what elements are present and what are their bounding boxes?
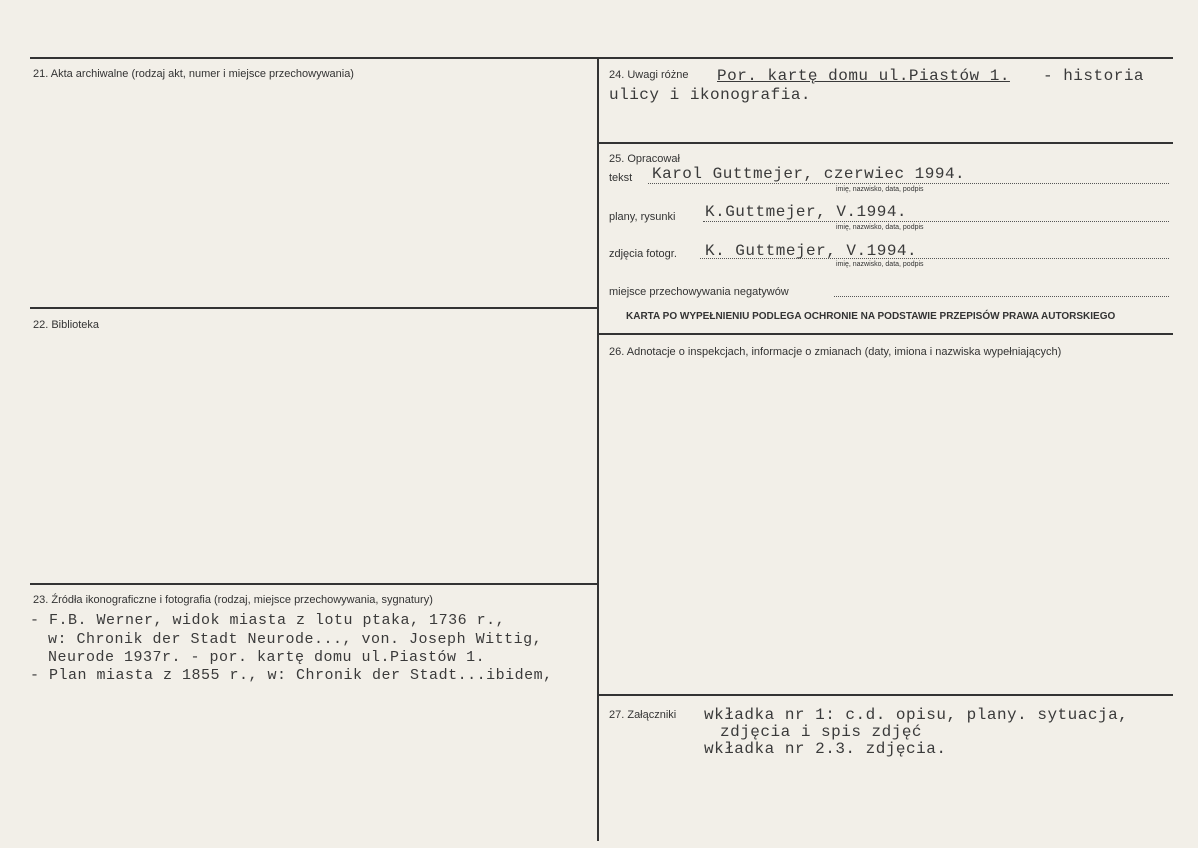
section-23-line-3: Neurode 1937r. - por. kartę domu ul.Piastów 1.: [48, 649, 486, 666]
section-27-line-2: zdjęcia i spis zdjęć: [720, 723, 923, 741]
divider-25-26: [599, 333, 1173, 335]
zdjecia-value: K. Guttmejer, V.1994.: [705, 242, 918, 260]
section-24-reference: Por. kartę domu ul.Piastów 1.: [717, 67, 1010, 85]
copyright-notice: KARTA PO WYPEŁNIENIU PODLEGA OCHRONIE NA PODSTAWIE PRZEPISÓW PRAWA AUTORSKIEGO: [626, 311, 1116, 322]
section-27-line-1: wkładka nr 1: c.d. opisu, plany. sytuacja,: [704, 706, 1129, 724]
negatywy-dotted-line: [834, 296, 1169, 297]
tekst-dotted-line: [648, 183, 1169, 184]
plany-hint: imię, nazwisko, data, podpis: [836, 224, 924, 231]
plany-dotted-line: [703, 221, 1169, 222]
tekst-hint: imię, nazwisko, data, podpis: [836, 186, 924, 193]
plany-label: plany, rysunki: [609, 211, 676, 223]
zdjecia-label: zdjęcia fotogr.: [609, 248, 677, 260]
section-22-label: 22. Biblioteka: [33, 319, 100, 331]
section-24-label: 24. Uwagi różne: [609, 69, 689, 81]
section-23-line-1: - F.B. Werner, widok miasta z lotu ptaka, 1736 r.,: [30, 612, 506, 629]
section-27-line-3: wkładka nr 2.3. zdjęcia.: [704, 740, 947, 758]
section-25-label: 25. Opracował: [609, 153, 680, 165]
section-24-line2: ulicy i ikonografia.: [609, 86, 812, 104]
plany-value: K.Guttmejer, V.1994.: [705, 203, 908, 221]
negatywy-label: miejsce przechowywania negatywów: [609, 286, 789, 298]
section-26-label: 26. Adnotacje o inspekcjach, informacje o zmianach (daty, imiona i nazwiska wypełniających): [609, 346, 1062, 358]
top-border: [30, 57, 1173, 59]
section-27-label: 27. Załączniki: [609, 709, 677, 721]
section-21-label: 21. Akta archiwalne (rodzaj akt, numer i miejsce przechowywania): [33, 68, 354, 80]
divider-22-23: [30, 583, 597, 585]
section-23-line-4: - Plan miasta z 1855 r., w: Chronik der Stadt...ibidem,: [30, 667, 553, 684]
section-24-line1-rest: - historia: [1043, 67, 1145, 85]
center-divider: [597, 57, 599, 841]
zdjecia-hint: imię, nazwisko, data, podpis: [836, 261, 924, 268]
section-23-line-2: w: Chronik der Stadt Neurode..., von. Joseph Wittig,: [48, 631, 543, 648]
section-23-label: 23. Źródła ikonograficzne i fotografia (rodzaj, miejsce przechowywania, sygnatury): [33, 594, 433, 606]
divider-26-27: [599, 694, 1173, 696]
divider-21-22: [30, 307, 597, 309]
tekst-value: Karol Guttmejer, czerwiec 1994.: [652, 165, 966, 183]
divider-24-25: [599, 142, 1173, 144]
tekst-label: tekst: [609, 172, 633, 184]
